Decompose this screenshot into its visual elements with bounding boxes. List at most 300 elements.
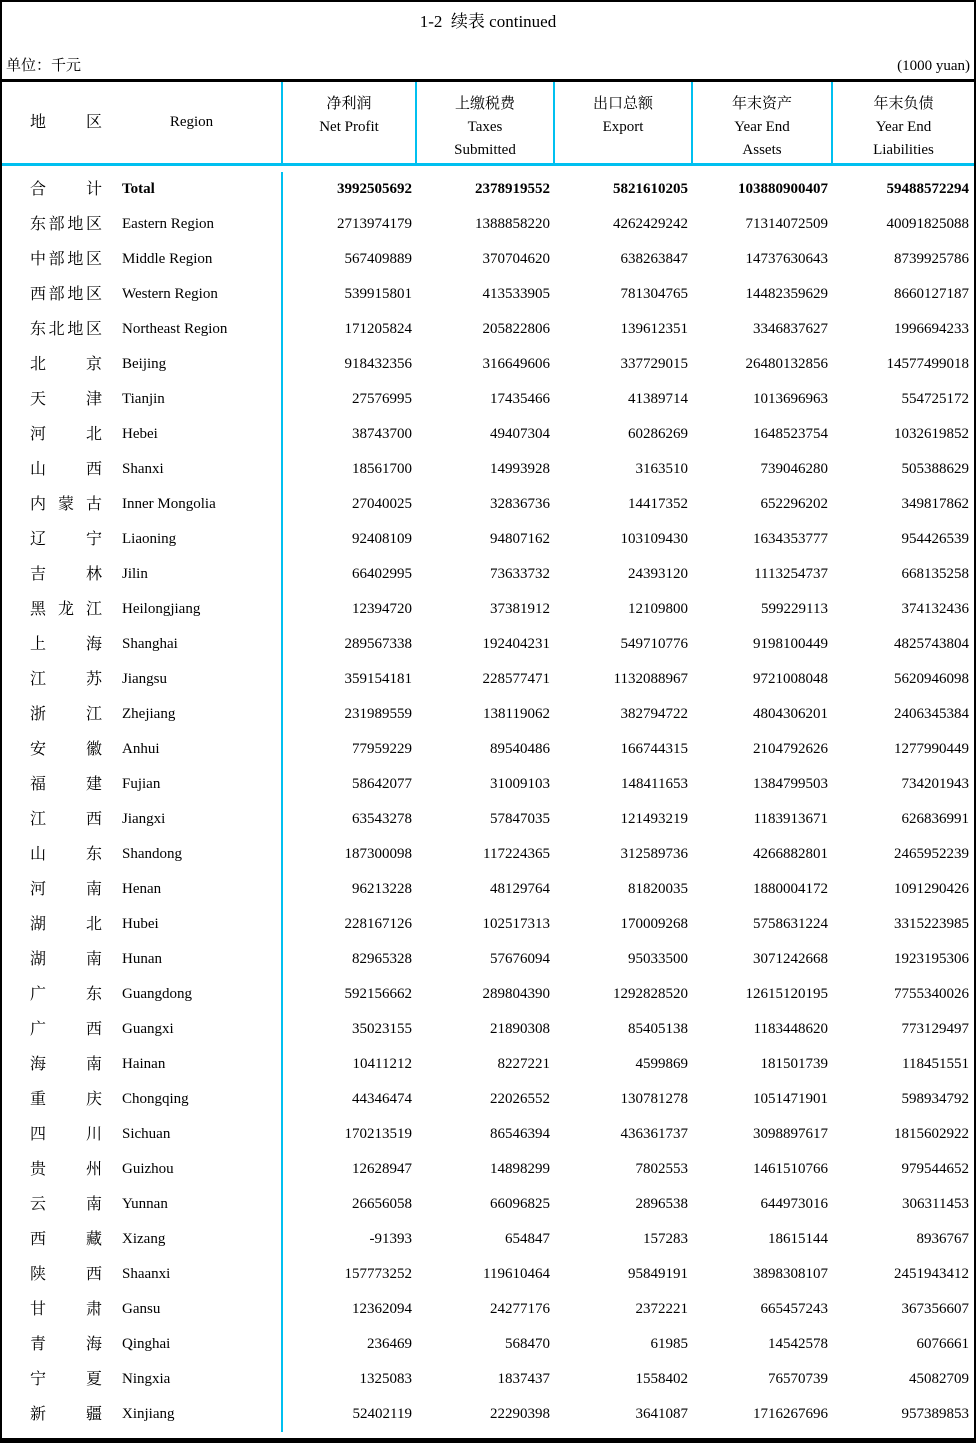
region-name-en: Guangdong <box>122 986 192 1002</box>
value-cell: 3098897617 <box>753 1126 828 1142</box>
value-cell: 626836991 <box>901 811 969 827</box>
region-name-cn: 四川 <box>30 1125 102 1143</box>
value-cell: 59488572294 <box>886 181 969 197</box>
value-cell: 44346474 <box>352 1091 412 1107</box>
table-row <box>2 767 974 802</box>
value-cell: 40091825088 <box>886 216 969 232</box>
region-name-en: Beijing <box>122 356 167 372</box>
region-name-cn: 辽宁 <box>30 530 102 548</box>
value-cell: 14993928 <box>490 461 550 477</box>
value-cell: 289567338 <box>344 636 412 652</box>
region-name-cn: 江西 <box>30 810 102 828</box>
value-cell: 21890308 <box>490 1021 550 1037</box>
value-cell: 638263847 <box>620 251 688 267</box>
table-row <box>2 277 974 312</box>
value-cell: 12628947 <box>352 1161 412 1177</box>
table-row <box>2 802 974 837</box>
value-cell: 9721008048 <box>753 671 828 687</box>
region-name-cn: 湖北 <box>30 915 102 933</box>
region-cell <box>2 312 283 347</box>
value-cell: 2713974179 <box>337 216 412 232</box>
region-name-en: Guangxi <box>122 1021 174 1037</box>
value-cell: 1461510766 <box>753 1161 828 1177</box>
value-cell: 773129497 <box>901 1021 969 1037</box>
region-name-en: Jilin <box>122 566 148 582</box>
value-cell: 14542578 <box>768 1336 828 1352</box>
region-cell <box>2 452 283 487</box>
value-cell: 7802553 <box>635 1161 688 1177</box>
region-name-cn: 山东 <box>30 845 102 863</box>
column-header-en: Net Profit <box>319 119 379 135</box>
table-row <box>2 732 974 767</box>
value-cell: 228577471 <box>482 671 550 687</box>
value-cell: 26656058 <box>352 1196 412 1212</box>
value-cell: 66402995 <box>352 566 412 582</box>
region-name-en: Xinjiang <box>122 1406 175 1422</box>
region-cell <box>2 872 283 907</box>
value-cell: 138119062 <box>483 706 550 722</box>
value-cell: 63543278 <box>352 811 412 827</box>
region-name-en: Hebei <box>122 426 158 442</box>
value-cell: 3071242668 <box>753 951 828 967</box>
value-cell: 17435466 <box>490 391 550 407</box>
table-row <box>2 557 974 592</box>
column-header-cn: 年末负债 <box>873 96 934 112</box>
table-row <box>2 837 974 872</box>
region-cell <box>2 1117 283 1152</box>
value-cell: 644973016 <box>760 1196 828 1212</box>
value-cell: 73633732 <box>490 566 550 582</box>
column-header-3 <box>555 82 693 163</box>
value-cell: 95033500 <box>628 951 688 967</box>
value-cell: 652296202 <box>760 496 828 512</box>
page-title: 1-2 续表 continued <box>419 12 557 31</box>
table-row <box>2 1117 974 1152</box>
column-header-region <box>2 82 283 163</box>
value-cell: 1091290426 <box>894 881 969 897</box>
region-name-en: Eastern Region <box>122 216 215 232</box>
region-name-cn: 河南 <box>30 880 102 898</box>
value-cell: 1325083 <box>359 1371 412 1387</box>
region-name-cn: 河北 <box>30 425 102 443</box>
region-cell <box>2 732 283 767</box>
value-cell: 26480132856 <box>745 356 828 372</box>
table-row <box>2 942 974 977</box>
column-header-cn: 出口总额 <box>592 96 653 112</box>
region-name-en: Hubei <box>122 916 159 932</box>
region-cell <box>2 662 283 697</box>
region-name-cn: 西部地区 <box>30 285 102 303</box>
region-name-en: Heilongjiang <box>122 601 201 617</box>
value-cell: 370704620 <box>482 251 550 267</box>
value-cell: 117224365 <box>483 846 550 862</box>
value-cell: 918432356 <box>344 356 412 372</box>
region-name-en: Shanghai <box>122 636 178 652</box>
value-cell: 12394720 <box>352 601 412 617</box>
table-row <box>2 1257 974 1292</box>
value-cell: 86546394 <box>490 1126 550 1142</box>
region-name-cn: 江苏 <box>30 670 102 688</box>
value-cell: 41389714 <box>628 391 688 407</box>
value-cell: 306311453 <box>902 1196 969 1212</box>
region-name-cn: 新疆 <box>30 1405 102 1423</box>
region-cell <box>2 907 283 942</box>
region-name-en: Gansu <box>122 1301 161 1317</box>
value-cell: 1032619852 <box>894 426 969 442</box>
column-header-en: Taxes <box>467 119 503 135</box>
region-name-en: Western Region <box>122 286 218 302</box>
value-cell: 2406345384 <box>894 706 969 722</box>
region-cell <box>2 347 283 382</box>
region-name-cn: 海南 <box>30 1055 102 1073</box>
value-cell: 3992505692 <box>337 181 412 197</box>
column-header-en: Year End <box>734 119 790 135</box>
region-name-en: Sichuan <box>122 1126 171 1142</box>
value-cell: 413533905 <box>482 286 550 302</box>
region-name-en: Shaanxi <box>122 1266 171 1282</box>
region-name-en: Henan <box>122 881 162 897</box>
column-header-4 <box>693 82 833 163</box>
unit-label-en: (1000 yuan) <box>897 58 970 74</box>
table-row <box>2 1292 974 1327</box>
value-cell: 568470 <box>505 1336 550 1352</box>
region-cell <box>2 487 283 522</box>
value-cell: 3163510 <box>635 461 688 477</box>
value-cell: 18561700 <box>352 461 412 477</box>
region-name-en: Tianjin <box>122 391 165 407</box>
value-cell: 1051471901 <box>753 1091 828 1107</box>
value-cell: 665457243 <box>760 1301 828 1317</box>
table-row <box>2 242 974 277</box>
column-header-2 <box>417 82 555 163</box>
value-cell: 119610464 <box>483 1266 550 1282</box>
value-cell: 8660127187 <box>894 286 969 302</box>
value-cell: 7755340026 <box>894 986 969 1002</box>
value-cell: 236469 <box>367 1336 412 1352</box>
region-cell <box>2 802 283 837</box>
value-cell: 48129764 <box>490 881 550 897</box>
table-row <box>2 1397 974 1432</box>
value-cell: 781304765 <box>620 286 688 302</box>
region-cell <box>2 1082 283 1117</box>
region-name-cn: 天津 <box>30 390 102 408</box>
table-row <box>2 417 974 452</box>
value-cell: 367356607 <box>901 1301 969 1317</box>
region-name-en: Shandong <box>122 846 182 862</box>
value-cell: 85405138 <box>628 1021 688 1037</box>
region-name-cn: 浙江 <box>30 705 102 723</box>
region-name-cn: 重庆 <box>30 1090 102 1108</box>
value-cell: 374132436 <box>901 601 969 617</box>
value-cell: 49407304 <box>490 426 550 442</box>
region-name-en: Hunan <box>122 951 162 967</box>
region-cell <box>2 697 283 732</box>
value-cell: 1648523754 <box>753 426 828 442</box>
value-cell: 24277176 <box>490 1301 550 1317</box>
table-row <box>2 312 974 347</box>
value-cell: 94807162 <box>490 531 550 547</box>
region-name-cn: 广东 <box>30 985 102 1003</box>
column-header-en: Assets <box>742 142 782 158</box>
value-cell: 35023155 <box>352 1021 412 1037</box>
region-name-cn: 黑龙江 <box>30 600 102 618</box>
value-cell: 4599869 <box>635 1056 688 1072</box>
region-cell <box>2 1012 283 1047</box>
value-cell: 92408109 <box>352 531 412 547</box>
column-header-cn: 年末资产 <box>731 96 792 112</box>
value-cell: 1183913671 <box>753 811 828 827</box>
value-cell: 5620946098 <box>894 671 969 687</box>
value-cell: 37381912 <box>490 601 550 617</box>
value-cell: 739046280 <box>760 461 828 477</box>
value-cell: 1113254737 <box>754 566 828 582</box>
table-row <box>2 662 974 697</box>
value-cell: 121493219 <box>620 811 688 827</box>
value-cell: 1880004172 <box>753 881 828 897</box>
region-cell <box>2 942 283 977</box>
table-body <box>2 166 974 1432</box>
table-row <box>2 1327 974 1362</box>
value-cell: 14737630643 <box>745 251 828 267</box>
value-cell: 1634353777 <box>753 531 828 547</box>
table-row <box>2 1082 974 1117</box>
value-cell: 1837437 <box>497 1371 550 1387</box>
value-cell: 316649606 <box>482 356 550 372</box>
value-cell: 6076661 <box>916 1336 969 1352</box>
region-name-cn: 西藏 <box>30 1230 102 1248</box>
region-name-en: Ningxia <box>122 1371 171 1387</box>
value-cell: 14898299 <box>490 1161 550 1177</box>
table-header <box>2 82 974 166</box>
region-cell <box>2 207 283 242</box>
table-row <box>2 977 974 1012</box>
value-cell: 205822806 <box>482 321 550 337</box>
column-header-en: Year End <box>875 119 932 135</box>
value-cell: 103880900407 <box>738 181 828 197</box>
value-cell: 734201943 <box>901 776 969 792</box>
region-name-cn: 福建 <box>30 775 102 793</box>
column-header-en: Export <box>602 119 644 135</box>
value-cell: 22026552 <box>490 1091 550 1107</box>
region-cell <box>2 977 283 1012</box>
value-cell: 2896538 <box>635 1196 688 1212</box>
value-cell: 27576995 <box>352 391 412 407</box>
value-cell: 954426539 <box>901 531 969 547</box>
value-cell: 9198100449 <box>753 636 828 652</box>
value-cell: 1132088967 <box>613 671 688 687</box>
value-cell: 148411653 <box>621 776 688 792</box>
region-name-cn: 甘肃 <box>30 1300 102 1318</box>
table-row <box>2 452 974 487</box>
region-cell <box>2 837 283 872</box>
value-cell: 81820035 <box>628 881 688 897</box>
region-name-en: Anhui <box>122 741 160 757</box>
value-cell: 166744315 <box>620 741 688 757</box>
region-cell <box>2 382 283 417</box>
value-cell: 5821610205 <box>613 181 688 197</box>
region-cell <box>2 592 283 627</box>
table-row <box>2 1362 974 1397</box>
column-header-en: Liabilities <box>873 142 934 158</box>
region-cell <box>2 172 283 207</box>
value-cell: 77959229 <box>352 741 412 757</box>
unit-label-cn: 单位：千元 <box>6 58 82 74</box>
unit-row <box>2 34 974 82</box>
region-cell <box>2 627 283 662</box>
column-header-en: Submitted <box>454 142 516 158</box>
value-cell: 349817862 <box>901 496 969 512</box>
region-name-en: Shanxi <box>122 461 164 477</box>
region-name-cn: 东部地区 <box>30 215 102 233</box>
value-cell: 24393120 <box>628 566 688 582</box>
region-name-en: Guizhou <box>122 1161 174 1177</box>
value-cell: 12362094 <box>352 1301 412 1317</box>
value-cell: 45082709 <box>909 1371 969 1387</box>
region-name-en: Jiangsu <box>122 671 167 687</box>
value-cell: 12615120195 <box>745 986 828 1002</box>
region-name-cn: 宁夏 <box>30 1370 102 1388</box>
column-header-1 <box>283 82 417 163</box>
region-name-cn: 安徽 <box>30 740 102 758</box>
region-name-en: Qinghai <box>122 1336 171 1352</box>
value-cell: 1384799503 <box>753 776 828 792</box>
column-header-5 <box>833 82 974 163</box>
region-name-cn: 山西 <box>30 460 102 478</box>
value-cell: 359154181 <box>344 671 412 687</box>
value-cell: 436361737 <box>620 1126 688 1142</box>
value-cell: 567409889 <box>344 251 412 267</box>
region-name-cn: 湖南 <box>30 950 102 968</box>
value-cell: 4262429242 <box>613 216 688 232</box>
value-cell: 12109800 <box>628 601 688 617</box>
value-cell: 539915801 <box>344 286 412 302</box>
region-name-cn: 青海 <box>30 1335 102 1353</box>
value-cell: 668135258 <box>901 566 969 582</box>
region-cell <box>2 767 283 802</box>
region-name-cn: 北京 <box>30 355 102 373</box>
region-name-cn: 上海 <box>30 635 102 653</box>
value-cell: 1013696963 <box>753 391 828 407</box>
region-cell <box>2 1362 283 1397</box>
table-row <box>2 1012 974 1047</box>
value-cell: 130781278 <box>620 1091 688 1107</box>
value-cell: 102517313 <box>482 916 550 932</box>
table-row <box>2 907 974 942</box>
value-cell: 82965328 <box>352 951 412 967</box>
region-name-cn: 中部地区 <box>30 250 102 268</box>
value-cell: 3315223985 <box>894 916 969 932</box>
value-cell: 3641087 <box>635 1406 688 1422</box>
value-cell: 52402119 <box>352 1406 412 1422</box>
value-cell: 1558402 <box>635 1371 688 1387</box>
value-cell: 2104792626 <box>753 741 828 757</box>
value-cell: 61985 <box>650 1336 688 1352</box>
value-cell: 505388629 <box>901 461 969 477</box>
value-cell: 1388858220 <box>475 216 550 232</box>
region-cell <box>2 1327 283 1362</box>
table-row <box>2 382 974 417</box>
value-cell: 1277990449 <box>894 741 969 757</box>
value-cell: 3346837627 <box>753 321 828 337</box>
value-cell: 4266882801 <box>753 846 828 862</box>
region-name-en: Inner Mongolia <box>122 496 216 512</box>
value-cell: 289804390 <box>482 986 550 1002</box>
value-cell: 312589736 <box>620 846 688 862</box>
table-row <box>2 487 974 522</box>
value-cell: 2378919552 <box>475 181 550 197</box>
region-name-en: Xizang <box>122 1231 166 1247</box>
value-cell: 1815602922 <box>894 1126 969 1142</box>
value-cell: 2465952239 <box>894 846 969 862</box>
table-row <box>2 1187 974 1222</box>
value-cell: 118451551 <box>902 1056 969 1072</box>
region-cell <box>2 1257 283 1292</box>
value-cell: 3898308107 <box>753 1266 828 1282</box>
table-row <box>2 172 974 207</box>
region-name-cn: 合计 <box>30 180 102 198</box>
region-name-en: Yunnan <box>122 1196 168 1212</box>
value-cell: 4825743804 <box>894 636 969 652</box>
value-cell: 4804306201 <box>753 706 828 722</box>
value-cell: 599229113 <box>761 601 828 617</box>
value-cell: 170213519 <box>344 1126 412 1142</box>
region-name-en: Jiangxi <box>122 811 166 827</box>
value-cell: 14577499018 <box>886 356 969 372</box>
value-cell: 192404231 <box>482 636 550 652</box>
table-row <box>2 1047 974 1082</box>
value-cell: 10411212 <box>352 1056 412 1072</box>
value-cell: 57847035 <box>490 811 550 827</box>
value-cell: 1996694233 <box>894 321 969 337</box>
value-cell: 1716267696 <box>753 1406 828 1422</box>
value-cell: 592156662 <box>344 986 412 1002</box>
region-header-en: Region <box>169 114 214 130</box>
column-header-cn: 上缴税费 <box>454 96 515 112</box>
region-cell <box>2 1222 283 1257</box>
region-name-en: Zhejiang <box>122 706 176 722</box>
region-cell <box>2 522 283 557</box>
value-cell: 71314072509 <box>745 216 828 232</box>
table-row <box>2 522 974 557</box>
table-row <box>2 872 974 907</box>
region-cell <box>2 242 283 277</box>
value-cell: 8227221 <box>497 1056 550 1072</box>
region-name-en: Total <box>122 181 155 197</box>
region-cell <box>2 417 283 452</box>
region-name-en: Middle Region <box>122 251 213 267</box>
region-cell <box>2 1292 283 1327</box>
value-cell: 382794722 <box>620 706 688 722</box>
region-cell <box>2 1047 283 1082</box>
value-cell: 2372221 <box>635 1301 688 1317</box>
value-cell: 31009103 <box>490 776 550 792</box>
value-cell: 103109430 <box>620 531 688 547</box>
value-cell: 32836736 <box>490 496 550 512</box>
value-cell: 1923195306 <box>894 951 969 967</box>
value-cell: 170009268 <box>620 916 688 932</box>
region-name-cn: 云南 <box>30 1195 102 1213</box>
value-cell: 5758631224 <box>753 916 828 932</box>
value-cell: 554725172 <box>901 391 969 407</box>
region-name-en: Hainan <box>122 1056 166 1072</box>
value-cell: 549710776 <box>620 636 688 652</box>
value-cell: 76570739 <box>768 1371 828 1387</box>
region-name-cn: 吉林 <box>30 565 102 583</box>
value-cell: 14417352 <box>628 496 688 512</box>
region-name-en: Liaoning <box>122 531 177 547</box>
region-cell <box>2 1152 283 1187</box>
value-cell: 8739925786 <box>894 251 969 267</box>
